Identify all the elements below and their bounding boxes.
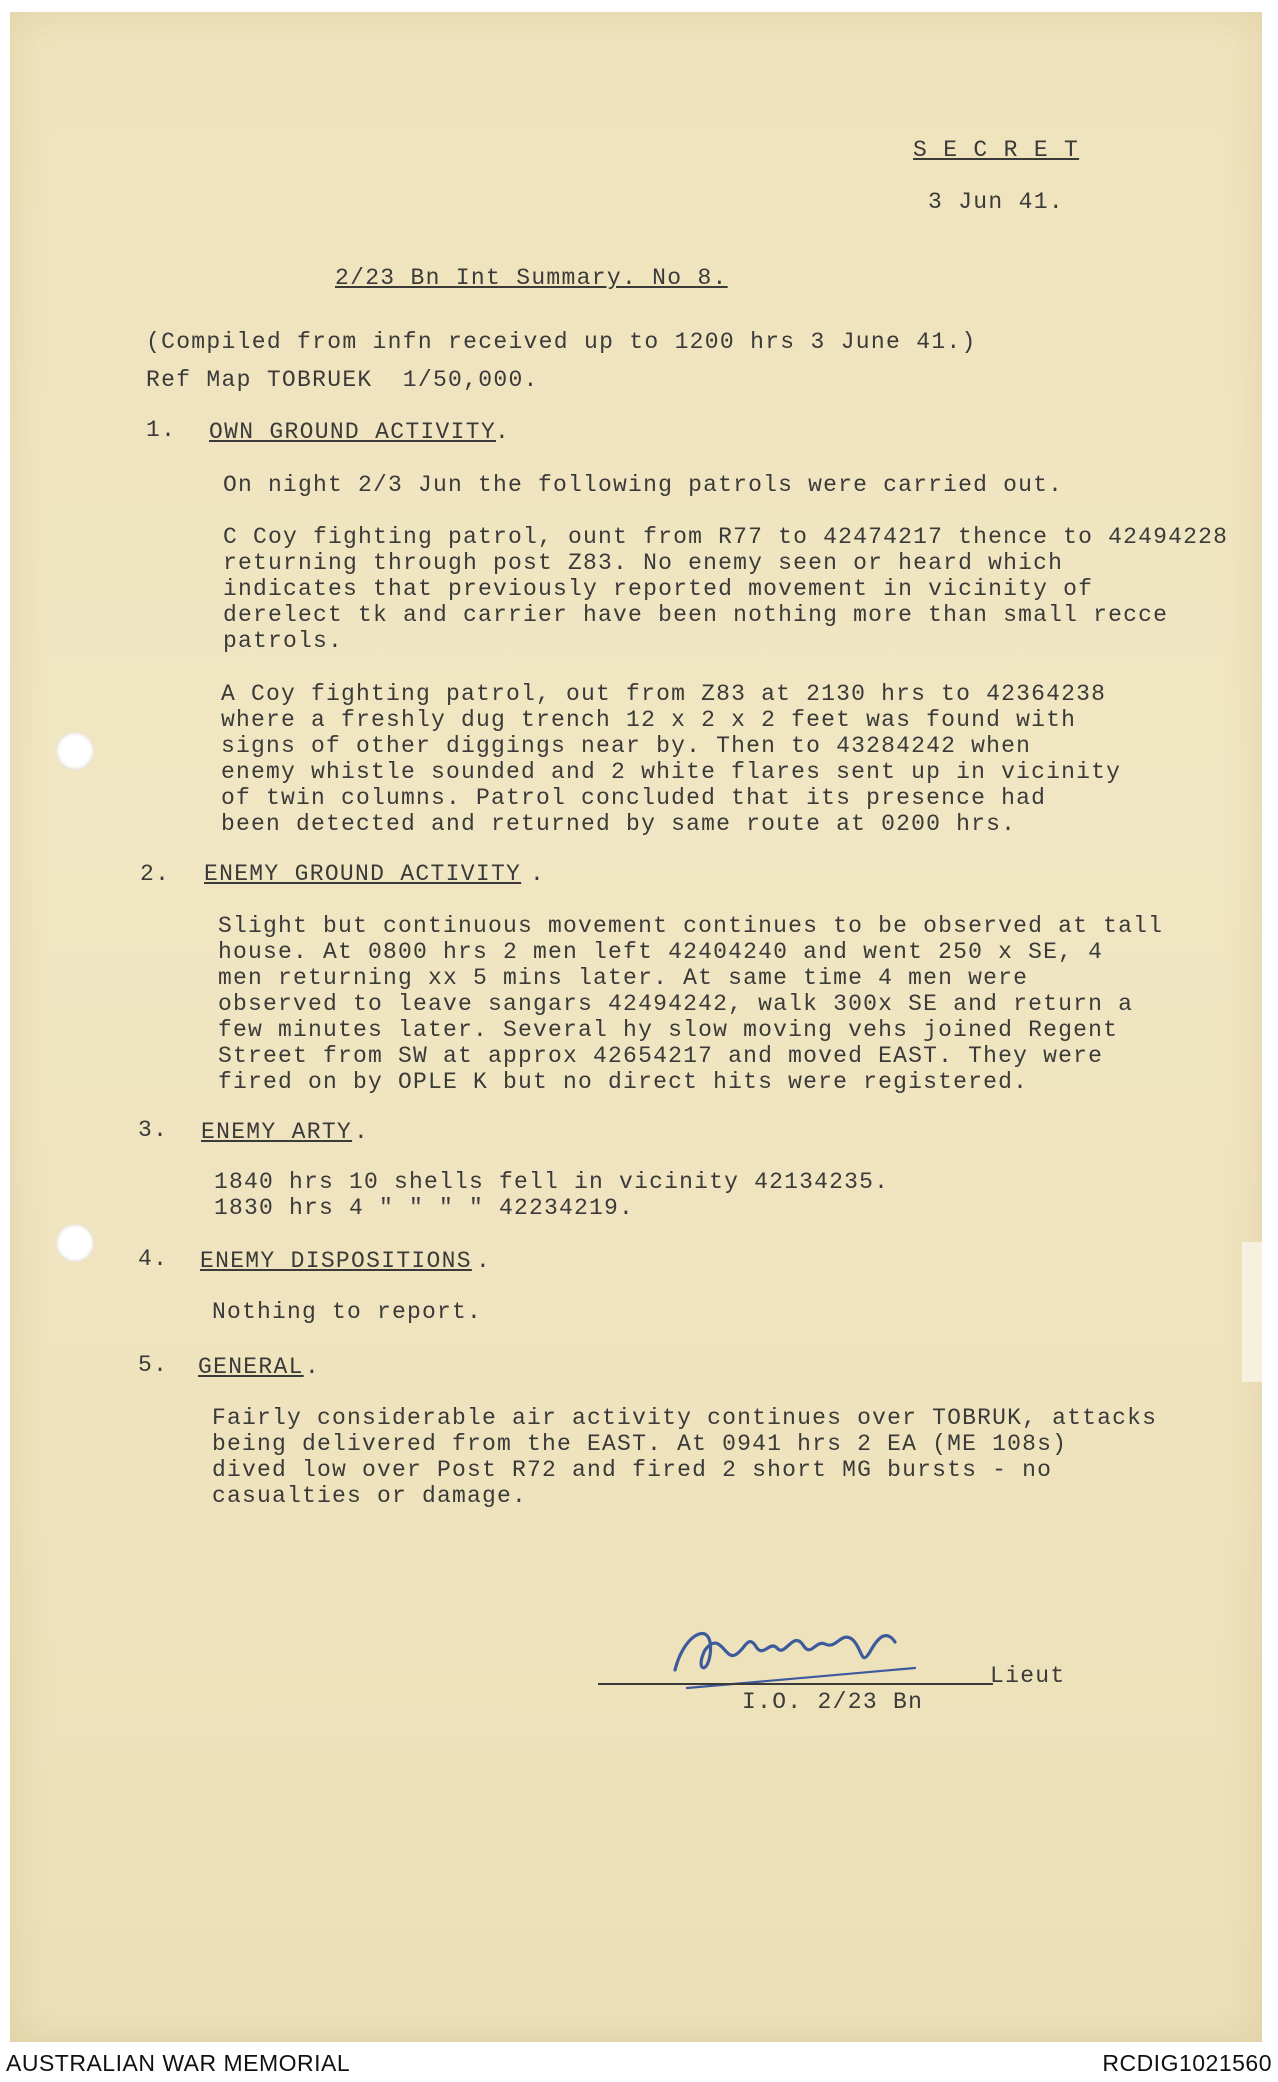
section-heading: ENEMY GROUND ACTIVITY xyxy=(204,861,522,887)
section-heading: GENERAL xyxy=(198,1354,304,1380)
section-number: 4. xyxy=(138,1246,169,1272)
section-paragraph: A Coy fighting patrol, out from Z83 at 2130 hrs to 42364238 where a freshly dug trench 12 x 2 x 2 feet was found with signs of other diggings near by. Then to 43284242 when enemy whistle sounded and 2 white flares sent up in vicinity of twin columns. Patrol concluded that its presence had been detected and returned by same route at 0200 hrs. xyxy=(221,681,1122,837)
signatory-rank: Lieut xyxy=(990,1663,1066,1689)
signature-line xyxy=(598,1683,993,1685)
section-number: 2. xyxy=(140,861,171,887)
handwritten-signature xyxy=(665,1600,925,1690)
document-date: 3 Jun 41. xyxy=(928,189,1064,215)
section-heading: OWN GROUND ACTIVITY xyxy=(209,419,496,445)
compiled-note: (Compiled from infn received up to 1200 hrs 3 June 41.) xyxy=(146,329,977,355)
section-paragraph: 1840 hrs 10 shells fell in vicinity 42134235. 1830 hrs 4 " " " " 42234219. xyxy=(214,1169,890,1221)
section-heading: ENEMY ARTY xyxy=(201,1119,353,1145)
reference-map: Ref Map TOBRUEK 1/50,000. xyxy=(146,367,539,393)
punch-hole xyxy=(56,732,94,770)
signatory-appointment: I.O. 2/23 Bn xyxy=(742,1689,924,1715)
section-number: 3. xyxy=(138,1117,169,1143)
heading-period: . xyxy=(495,419,511,445)
punch-hole xyxy=(56,1224,94,1262)
classification-stamp: S E C R E T xyxy=(913,137,1080,163)
heading-period: . xyxy=(530,861,546,887)
heading-period: . xyxy=(476,1248,492,1274)
archive-credit: AUSTRALIAN WAR MEMORIAL xyxy=(6,2050,351,2076)
section-paragraph: Nothing to report. xyxy=(212,1299,483,1325)
section-paragraph: C Coy fighting patrol, ount from R77 to 42474217 thence to 42494228 returning through post Z83. No enemy seen or heard which indicates that previously reported movement in vicinity of derelect tk and carrier have been nothing more than small recce patrols. xyxy=(223,524,1229,654)
torn-edge xyxy=(1242,1242,1262,1382)
section-heading: ENEMY DISPOSITIONS xyxy=(200,1248,472,1274)
section-paragraph: Fairly considerable air activity continues over TOBRUK, attacks being delivered from the EAST. At 0941 hrs 2 EA (ME 108s) dived low over Post R72 and fired 2 short MG bursts - no casualties or damage. xyxy=(212,1405,1158,1509)
section-paragraph: On night 2/3 Jun the following patrols were carried out. xyxy=(223,472,1064,498)
document-title: 2/23 Bn Int Summary. No 8. xyxy=(335,265,728,291)
heading-period: . xyxy=(354,1119,370,1145)
heading-period: . xyxy=(305,1354,321,1380)
archive-reference: RCDIG1021560 xyxy=(1102,2050,1272,2076)
section-paragraph: Slight but continuous movement continues to be observed at tall house. At 0800 hrs 2 men left 42404240 and went 250 x SE, 4 men returning xx 5 mins later. At same time 4 men were observed to leave sangars 42494242, walk 300x SE and return a few minutes later. Several hy slow moving vehs joined Regent Street from SW at approx 42654217 and moved EAST. They were fired on by OPLE K but no direct hits were registered. xyxy=(218,913,1164,1095)
section-number: 5. xyxy=(138,1352,169,1378)
section-number: 1. xyxy=(146,417,177,443)
